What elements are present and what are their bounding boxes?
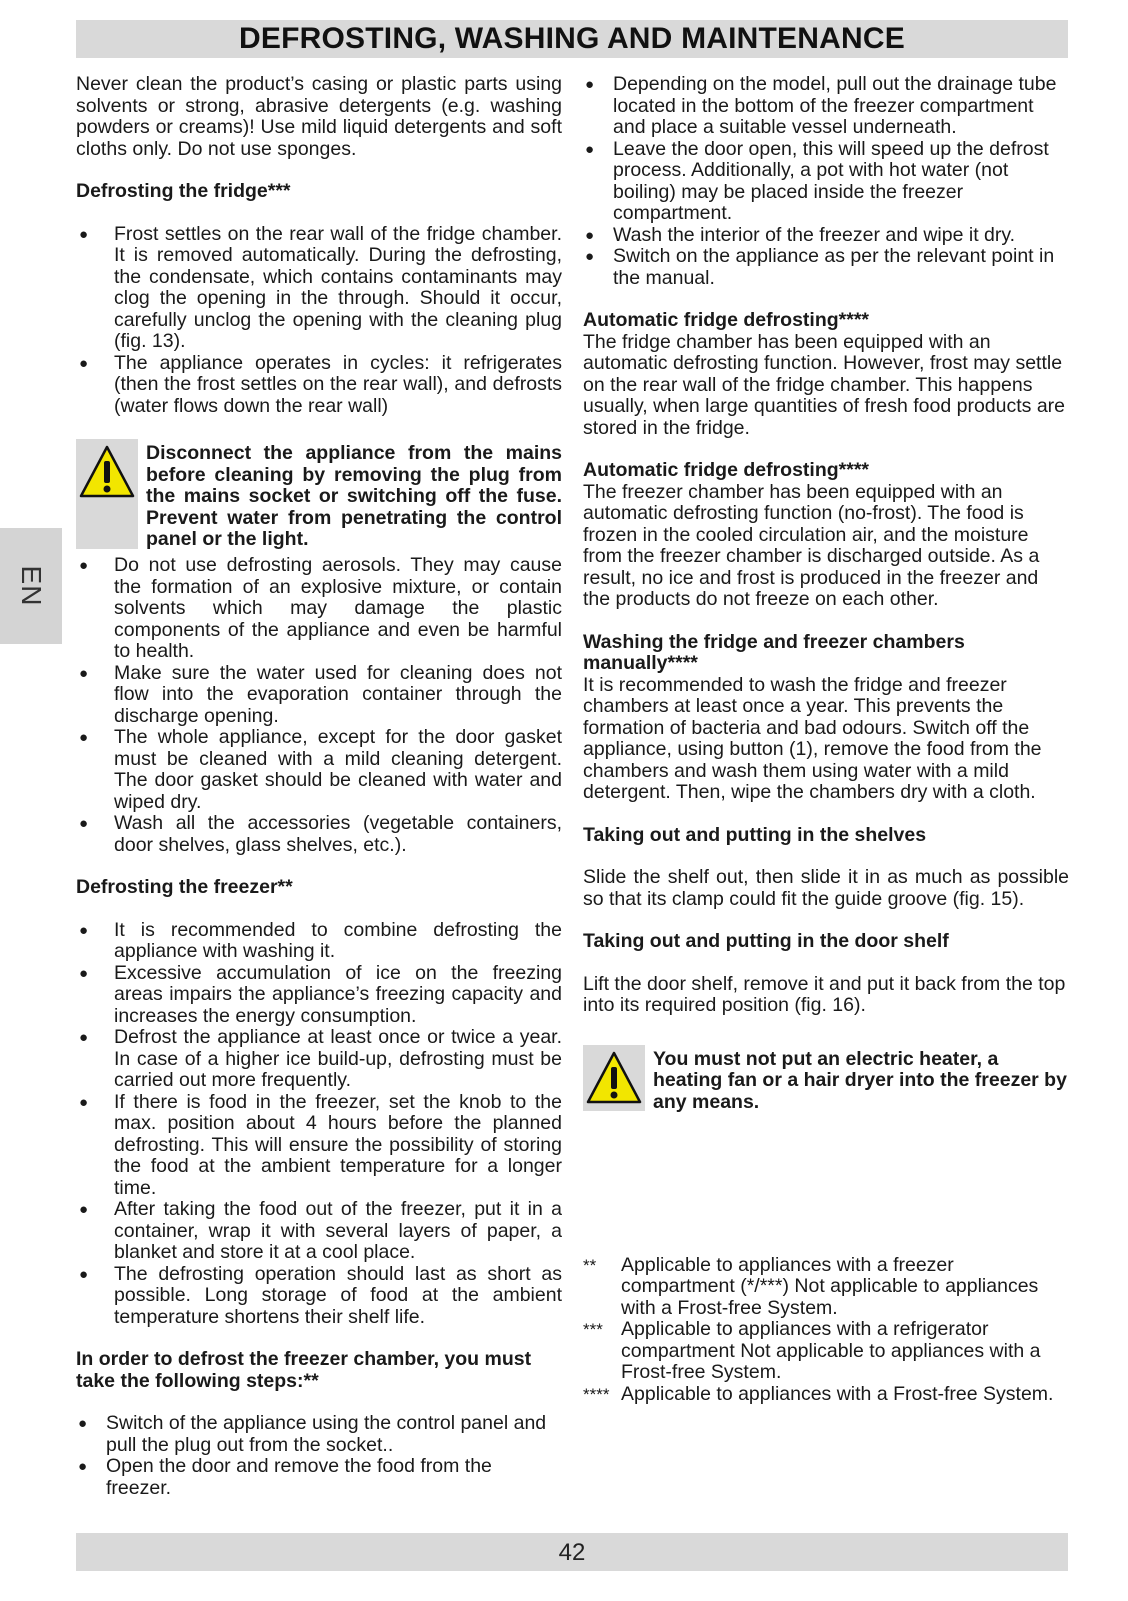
list-item: ● Wash all the accessories (vegetable containers, door shelves, glass shelves, etc.). (76, 813, 562, 856)
washing-chambers-heading: Washing the fridge and freezer chambers manually**** (583, 630, 965, 674)
list-item: ● Leave the door open, this will speed up the defrost process. Additionally, a pot with hot water (not boiling) may be placed inside the freezer compartment. (583, 139, 1069, 225)
footnote-mark: ** (583, 1255, 597, 1275)
steps-bullet-list-left (76, 1413, 562, 1499)
language-tab (0, 528, 62, 644)
footnote (583, 1384, 1069, 1406)
list-item: ● Open the door and remove the food from the freezer. (76, 1456, 562, 1499)
warning-triangle-icon (585, 1049, 643, 1107)
door-shelf-text: Lift the door shelf, remove it and put it back from the top into its required position (fig. 16). (583, 972, 1066, 1016)
list-item: ● Frost settles on the rear wall of the fridge chamber. It is removed automatically. During the defrosting, the condensate, which contains contaminants may clog the opening in the through. Should it occur, carefully unclog the opening with the cleaning plug (fig. 13). (76, 224, 562, 353)
auto-fridge-defrosting-text: The fridge chamber has been equipped with an automatic defrosting function. However, frost may settle on the rear wall of the fridge chamber. This happens usually, when large quantities of fresh food products are stored in the fridge. (583, 330, 1066, 439)
auto-freezer-defrosting-text: The freezer chamber has been equipped with an automatic defrosting function (no-frost). The food is frozen in the cooled circulation air, and the moisture from the freezer chamber is discharged outside. As a result, no ice and frost is produced in the freezer and the products do not freeze on each other. (583, 480, 1040, 610)
list-item: ● Switch on the appliance as per the relevant point in the manual. (583, 246, 1069, 289)
steps-bullet-list-right (583, 74, 1069, 289)
footnote-mark: *** (583, 1320, 603, 1339)
mains-warning (76, 439, 562, 549)
heater-warning (583, 1045, 1069, 1111)
page-number: 42 (76, 1533, 1068, 1571)
footnote (583, 1319, 1069, 1384)
footnote-text: Applicable to appliances with a Frost-free System. (621, 1382, 1054, 1405)
list-item: ● Defrost the appliance at least once or twice a year. In case of a higher ice build-up, defrosting must be carried out more frequently. (76, 1027, 562, 1092)
footnote-text: Applicable to appliances with a freezer compartment (*/***) Not applicable to appliances with a Frost-free System. (621, 1253, 1039, 1319)
list-item: ● Switch of the appliance using the control panel and pull the plug out from the socket.. (76, 1413, 562, 1456)
list-item: ● It is recommended to combine defrosting the appliance with washing it. (76, 920, 562, 963)
auto-freezer-defrosting-heading: Automatic fridge defrosting**** (583, 459, 870, 481)
cleaning-bullet-list (76, 555, 562, 856)
list-item: ● The appliance operates in cycles: it refrigerates (then the frost settles on the rear wall), and defrosts (water flows down the rear wall) (76, 353, 562, 418)
door-shelf-heading: Taking out and putting in the door shelf (583, 930, 949, 952)
list-item: ● If there is food in the freezer, set the knob to the max. position about 4 hours before the planned defrosting. This will ensure the possibility of storing the food at the ambient temperature for a longer time. (76, 1092, 562, 1200)
warning-text: You must not put an electric heater, a heating fan or a hair dryer into the freezer by any means. (653, 1047, 1067, 1113)
language-tab-label: EN (16, 565, 47, 607)
list-item: ● The defrosting operation should last as short as possible. Long storage of food at the ambient temperature shortens their shelf life. (76, 1264, 562, 1329)
steps-heading: In order to defrost the freezer chamber, you must take the following steps:** (76, 1348, 532, 1392)
list-item: ● Wash the interior of the freezer and wipe it dry. (583, 225, 1069, 247)
footnotes (583, 1255, 1069, 1406)
page-title: DEFROSTING, WASHING AND MAINTENANCE (76, 20, 1068, 58)
defrosting-fridge-heading: Defrosting the fridge*** (76, 180, 291, 202)
left-column (76, 74, 562, 1499)
auto-fridge-defrosting-heading: Automatic fridge defrosting**** (583, 309, 870, 331)
shelves-text: Slide the shelf out, then slide it in as much as possible so that its clamp could fit the guide groove (fig. 15). (583, 866, 1069, 910)
defrosting-freezer-heading: Defrosting the freezer** (76, 876, 293, 898)
footnote-text: Applicable to appliances with a refrigerator compartment Not applicable to appliances with a Frost-free System. (621, 1318, 1041, 1383)
warning-triangle-icon (78, 443, 136, 501)
list-item: ● After taking the food out of the freezer, put it in a container, wrap it with several layers of paper, a blanket and store it at a cool place. (76, 1199, 562, 1264)
warning-text: Disconnect the appliance from the mains before cleaning by removing the plug from the mains socket or switching off the fuse. Prevent water from penetrating the control panel or the light. (146, 442, 562, 550)
list-item: ● Depending on the model, pull out the drainage tube located in the bottom of the freezer compartment and place a suitable vessel underneath. (583, 74, 1069, 139)
list-item: ● Make sure the water used for cleaning does not flow into the evaporation container through the discharge opening. (76, 663, 562, 728)
footnote (583, 1255, 1069, 1320)
warning-icon-box (583, 1045, 645, 1111)
intro-paragraph: Never clean the product’s casing or plastic parts using solvents or strong, abrasive detergents (e.g. washing powders or creams)! Use mild liquid detergents and soft cloths only. Do not use sponges. (76, 73, 562, 160)
freezer-bullet-list (76, 920, 562, 1329)
right-column (583, 74, 1069, 1405)
list-item: ● The whole appliance, except for the door gasket must be cleaned with a mild cleaning detergent. The door gasket should be cleaned with water and wiped dry. (76, 727, 562, 813)
footnote-mark: **** (583, 1384, 610, 1404)
list-item: ● Do not use defrosting aerosols. They may cause the formation of an explosive mixture, or contain solvents which may damage the plastic components of the appliance and even be harmful to health. (76, 555, 562, 663)
fridge-bullet-list (76, 224, 562, 418)
shelves-heading: Taking out and putting in the shelves (583, 823, 927, 846)
warning-icon-box (76, 439, 138, 549)
list-item: ● Excessive accumulation of ice on the freezing areas impairs the appliance’s freezing capacity and increases the energy consumption. (76, 963, 562, 1028)
washing-chambers-text: It is recommended to wash the fridge and freezer chambers at least once a year. This prevents the formation of bacteria and bad odours. Switch off the appliance, using button (1), remove the food from the chambers and wash them using water with a mild detergent. Then, wipe the chambers dry with a cloth. (583, 673, 1042, 803)
